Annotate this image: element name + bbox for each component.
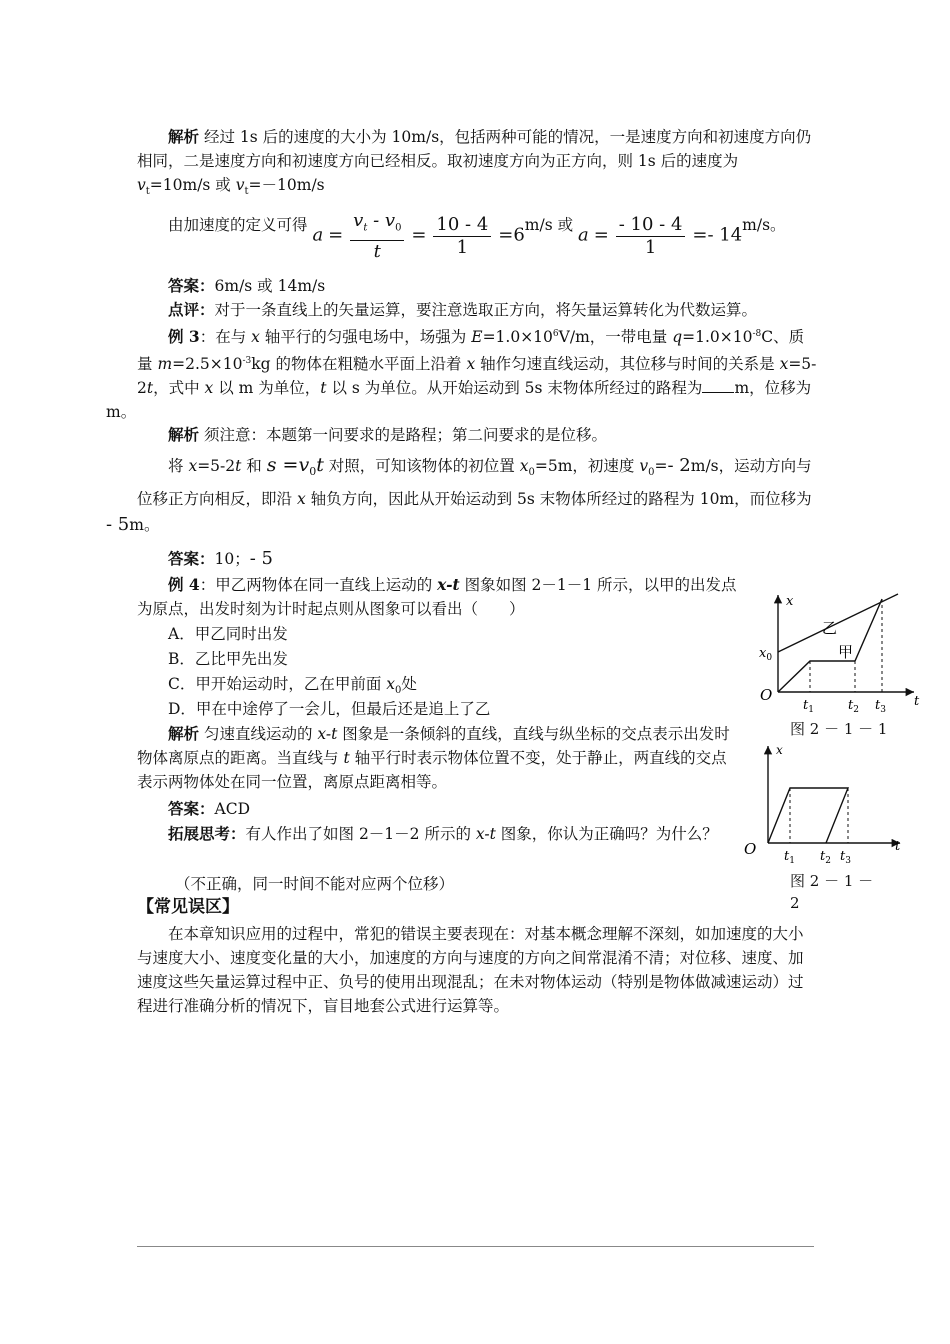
option-d: D．甲在中途停了一会儿，但最后还是追上了乙 bbox=[168, 700, 491, 718]
section-title: 【常见误区】 bbox=[137, 897, 239, 917]
fraction-definition: $\frac{v_t - v_0}{t}$ bbox=[350, 210, 404, 263]
figure-2-1-2 bbox=[740, 740, 910, 870]
t3-label: $t_3$ bbox=[875, 698, 886, 715]
velocity-line: $v_t=10m/s$ 或 $v_t=-10m/s$ bbox=[137, 176, 325, 198]
solution-2-paragraph: 解析 经过 1s 后的速度的大小为 10m/s，包括两种可能的情况，一是速度方向和初速度方向仍相同，二是速度方向和初速度方向已经相反。取初速度方向为正方向，则 1s 后的速度为 bbox=[137, 127, 812, 170]
fraction-negative: $\frac{- 10 - 4}{1}$ bbox=[616, 214, 686, 259]
solution-4-paragraph: 解析 匀速直线运动的 x-t 图象是一条倾斜的直线，直线与纵坐标的交点表示出发时物体离原点的距离。当直线与 t 轴平行时表示物体位置不变，处于静止，两直线的交点表示两物体处在同一位置，离原点距离相等。 bbox=[137, 724, 730, 791]
option-c: C．甲开始运动时，乙在甲前面 $x_0$处 bbox=[168, 675, 417, 697]
solution-head: 解析 bbox=[168, 127, 200, 146]
example-4-paragraph: 例 4：甲乙两物体在同一直线上运动的 x-t 图象如图 2－1－1 所示，以甲的出发点为原点，出发时刻为计时起点则从图象可以看出（ ） bbox=[137, 575, 737, 618]
t2-label: $t_2$ bbox=[848, 698, 859, 715]
extension-answer: （不正确，同一时间不能对应两个位移） bbox=[175, 875, 455, 893]
origin-label: O bbox=[760, 686, 773, 704]
y-axis-label: x bbox=[776, 743, 783, 757]
acceleration-formula-line: 由加速度的定义可得 a = $\frac{v_t - v_0}{t}$ = $\frac{10 - 4}{1}$ =6m/s 或 a = $\frac{- 10 - 4}{1}$ =- 14m/s。 bbox=[168, 210, 786, 262]
origin-label: O bbox=[744, 840, 757, 858]
t1-label: $t_1$ bbox=[784, 849, 795, 866]
fraction-positive: $\frac{10 - 4}{1}$ bbox=[433, 214, 491, 259]
x0-label: $x_0$ bbox=[759, 646, 773, 663]
label-yi: 乙 bbox=[822, 619, 838, 637]
answer-paragraph: 答案：6m/s 或 14m/s bbox=[168, 276, 326, 295]
line-trace bbox=[768, 788, 848, 843]
footer-rule bbox=[137, 1246, 814, 1247]
solution-3-body: 将 x=5-2t 和 $s =v_0t$ 对照，可知该物体的初位置 $x_0=5m$，初速度 $v_0=-$ 2m/s，运动方向与位移正方向相反，即沿 x 轴负方向，因此从开始运动到 5s 末物体所经过的路程为 10m，而位移为 - 5m。 bbox=[106, 454, 812, 536]
figure-2-1-1-caption: 图 2 － 1 － 1 bbox=[790, 720, 888, 738]
solution-3-note: 解析 须注意：本题第一问要求的是路程；第二问要求的是位移。 bbox=[168, 425, 607, 444]
t3-label: $t_3$ bbox=[840, 849, 851, 866]
x-axis-label: t bbox=[895, 839, 901, 854]
y-axis-label: x bbox=[786, 594, 794, 609]
figure-2-1-1 bbox=[748, 585, 928, 715]
option-b: B．乙比甲先出发 bbox=[168, 650, 288, 668]
answer-blank bbox=[702, 378, 734, 393]
answer-3-paragraph: 答案：10；- 5 bbox=[168, 548, 274, 569]
figure-2-1-2-caption: 图 2 － 1 － 2 bbox=[790, 872, 874, 912]
x-axis-label: t bbox=[914, 694, 920, 709]
option-a: A．甲乙同时出发 bbox=[168, 625, 288, 643]
answer-4-paragraph: 答案：ACD bbox=[168, 799, 250, 818]
example-3-paragraph: 例 3：在与 x 轴平行的匀强电场中，场强为 $E=1.0\times 10^6V/m$，一带电量 $q=1.0\times 10^{-8}C$、质量 $m=2.5\times 10^{-3}kg$ 的物体在粗糙水平面上沿着 x 轴作匀速直线运动，其位移与时间的关系是 x=5-2t，式中 x 以 m 为单位，t 以 s 为单位。从开始运动到 5s 末物体所经过的路程为 m，位移为 m。 bbox=[106, 327, 817, 422]
t1-label: $t_1$ bbox=[803, 698, 814, 715]
section-paragraph: 在本章知识应用的过程中，常犯的错误主要表现在：对基本概念理解不深刻，如加速度的大小与速度大小、速度变化量的大小，加速度的方向与速度的方向之间常混淆不清；对位移、速度、加速度这些矢量运算过程中正、负号的使用出现混乱；在未对物体运动（特别是物体做减速运动）过程进行准确分析的情况下，盲目地套公式进行运算等。 bbox=[137, 925, 804, 1015]
line-jia bbox=[778, 599, 882, 692]
t2-label: $t_2$ bbox=[820, 849, 831, 866]
label-jia: 甲 bbox=[838, 643, 854, 661]
comment-paragraph: 点评：对于一条直线上的矢量运算，要注意选取正方向，将矢量运算转化为代数运算。 bbox=[168, 300, 758, 319]
extension-question: 拓展思考：有人作出了如图 2－1－2 所示的 x-t 图象，你认为正确吗？为什么？ bbox=[168, 824, 718, 843]
